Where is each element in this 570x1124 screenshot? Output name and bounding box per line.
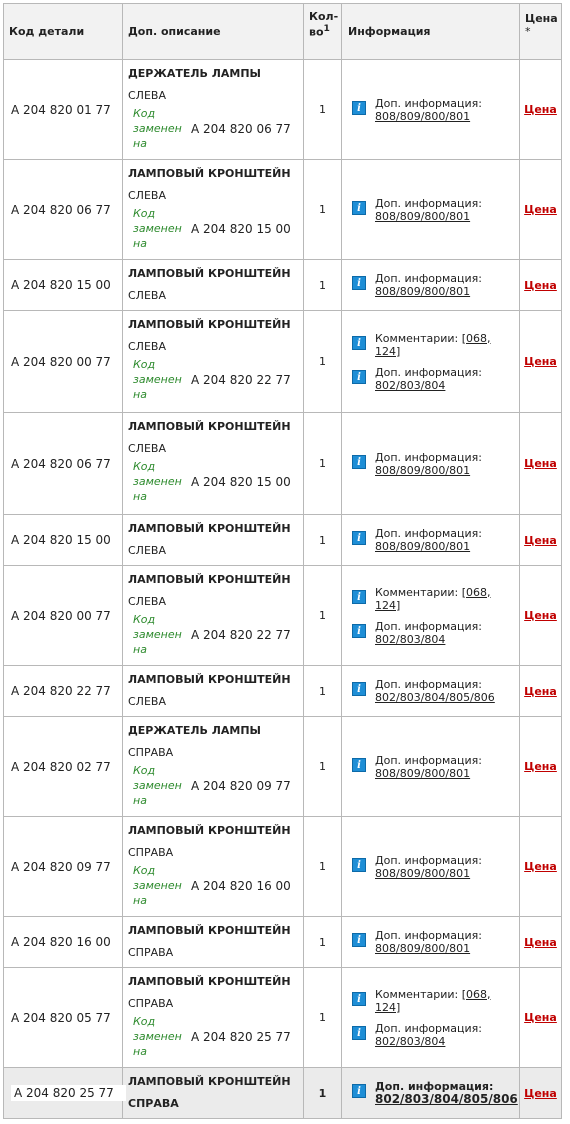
comments-text [375,332,513,358]
replacement [128,863,298,908]
part-side: СПРАВА [128,746,174,759]
part-name: ЛАМПОВЫЙ КРОНШТЕЙН [128,267,291,280]
table-row [4,60,562,160]
add-info-label: Доп. информация: [375,753,482,767]
comments-row [352,988,513,1014]
comments-row [352,586,513,612]
table-row [4,817,562,917]
add-info-label: Доп. информация: [375,1080,494,1093]
add-info-text [375,451,482,477]
description-cell [123,717,304,817]
add-info-row [352,754,513,780]
add-info-link[interactable]: 808/809/800/801 [375,540,471,553]
add-info-label: Доп. информация: [375,929,482,942]
part-code[interactable]: A 204 820 01 77 [11,102,111,117]
info-cell [342,413,520,515]
comments-row [352,332,513,358]
add-info-label: Доп. информация: [375,96,482,110]
part-name: ЛАМПОВЫЙ КРОНШТЕЙН [128,167,291,180]
table-row [4,917,562,968]
table-row [4,566,562,666]
part-side: СЛЕВА [128,544,166,557]
description-cell [123,160,304,260]
part-code[interactable]: A 204 820 09 77 [11,859,111,874]
quantity-cell: 1 [304,311,342,413]
description-cell [123,515,304,566]
description-cell [123,666,304,717]
add-info-link[interactable]: 802/803/804 [375,1034,446,1048]
part-side: СЛЕВА [128,695,166,708]
add-info-row [352,97,513,123]
part-code-cell [4,566,123,666]
add-info-label: Доп. информация: [375,1021,482,1035]
replacement-code[interactable]: A 204 820 09 77 [191,778,291,793]
description-cell [123,917,304,968]
part-name: ЛАМПОВЫЙ КРОНШТЕЙН [128,522,291,535]
replacement-code[interactable]: A 204 820 06 77 [191,121,291,136]
add-info-link[interactable]: 808/809/800/801 [375,942,471,955]
table-row [4,413,562,515]
add-info-link[interactable]: 808/809/800/801 [375,285,471,298]
add-info-link[interactable]: 802/803/804 [375,632,446,646]
add-info-label: Доп. информация: [375,365,482,379]
part-code-cell [4,160,123,260]
header-quantity-footnote: 1 [323,23,330,34]
info-cell [342,311,520,413]
info-icon[interactable]: i [352,455,366,469]
price-cell [520,60,562,160]
add-info-row [352,366,513,392]
price-link[interactable]: Цена [524,457,557,470]
quantity-cell: 1 [304,160,342,260]
info-cell [342,566,520,666]
add-info-link[interactable]: 802/803/804 [375,378,446,392]
info-icon[interactable]: i [352,682,366,696]
comments-text [375,988,513,1014]
comments-link[interactable]: [068, 124] [375,331,491,358]
add-info-text [375,366,482,392]
price-link[interactable]: Цена [524,533,557,547]
comments-label: Комментарии: [375,585,459,599]
description-cell [123,60,304,160]
part-code-cell [4,917,123,968]
add-info-row [352,451,513,477]
part-side: СЛЕВА [128,442,166,455]
add-info-link[interactable]: 808/809/800/801 [375,209,471,223]
price-link[interactable]: Цена [524,278,557,292]
header-price [520,4,562,60]
add-info-label: Доп. информация: [375,527,482,540]
replaced-label: Код заменен на [133,107,182,150]
info-cell [342,968,520,1068]
quantity-cell: 1 [304,968,342,1068]
replacement [128,612,298,657]
add-info-text [375,1022,482,1048]
replacement-code[interactable]: A 204 820 22 77 [191,627,291,642]
replaced-label: Код заменен на [133,207,182,250]
price-cell [520,160,562,260]
table-row [4,515,562,566]
add-info-text [375,620,482,646]
comments-label: Комментарии: [375,331,459,345]
part-code-cell [4,311,123,413]
replaced-label: Код заменен на [133,613,182,656]
info-icon[interactable]: i [352,101,366,115]
price-link[interactable]: Цена [524,1011,557,1024]
add-info-text [375,1080,518,1106]
header-code: Код детали [4,4,123,60]
comments-text [375,586,513,612]
header-price-label: Цена [525,12,558,25]
header-quantity-label: Кол-во [309,10,339,39]
part-code-cell [4,1068,123,1119]
header-description: Доп. описание [123,4,304,60]
part-code[interactable]: A 204 820 00 77 [11,354,111,369]
replacement [128,763,298,808]
info-cell [342,160,520,260]
part-code-cell [4,817,123,917]
add-info-text [375,97,482,123]
add-info-link[interactable]: 808/809/800/801 [375,766,471,780]
table-header-row [4,4,562,60]
part-code[interactable]: A 204 820 02 77 [11,759,111,774]
price-cell [520,717,562,817]
price-link[interactable]: Цена [524,203,557,216]
add-info-link[interactable]: 802/803/804/805/806 [375,1092,518,1106]
replacement [128,1014,298,1059]
quantity-cell: 1 [304,260,342,311]
add-info-link[interactable]: 808/809/800/801 [375,463,471,477]
part-code[interactable]: A 204 820 16 00 [11,935,111,949]
description-cell [123,566,304,666]
part-name: ДЕРЖАТЕЛЬ ЛАМПЫ [128,67,261,80]
part-name: ЛАМПОВЫЙ КРОНШТЕЙН [128,573,291,586]
description-cell [123,260,304,311]
price-cell [520,413,562,515]
add-info-label: Доп. информация: [375,678,482,691]
add-info-row [352,527,513,553]
price-link[interactable]: Цена [524,355,557,368]
comments-link[interactable]: [068, 124] [375,987,491,1014]
part-name: ЛАМПОВЫЙ КРОНШТЕЙН [128,924,291,937]
table-row [4,260,562,311]
part-side: СЛЕВА [128,89,166,102]
table-row [4,160,562,260]
replacement-code[interactable]: A 204 820 25 77 [191,1029,291,1044]
comments-link[interactable]: [068, 124] [375,585,491,612]
part-code[interactable]: A 204 820 25 77 [11,1085,126,1101]
price-cell [520,260,562,311]
add-info-row [352,1022,513,1048]
price-cell [520,1068,562,1119]
add-info-label: Доп. информация: [375,450,482,464]
info-icon[interactable]: i [352,624,366,638]
table-row [4,717,562,817]
part-side: СЛЕВА [128,340,166,353]
replacement [128,106,298,151]
price-cell [520,917,562,968]
description-cell [123,1068,304,1119]
part-side: СПРАВА [128,1097,179,1110]
add-info-text [375,272,482,298]
info-icon[interactable]: i [352,201,366,215]
part-side: СПРАВА [128,997,174,1010]
add-info-row [352,197,513,223]
quantity-cell: 1 [304,413,342,515]
parts-table [3,3,562,1119]
part-name: ЛАМПОВЫЙ КРОНШТЕЙН [128,824,291,837]
price-cell [520,666,562,717]
info-icon[interactable]: i [352,992,366,1006]
part-name: ЛАМПОВЫЙ КРОНШТЕЙН [128,975,291,988]
info-icon[interactable]: i [352,1084,366,1098]
price-link[interactable]: Цена [524,760,557,773]
info-icon[interactable]: i [352,590,366,604]
description-cell [123,311,304,413]
info-icon[interactable]: i [352,1026,366,1040]
part-side: СЛЕВА [128,189,166,202]
info-icon[interactable]: i [352,276,366,290]
add-info-label: Доп. информация: [375,196,482,210]
add-info-text [375,929,482,955]
add-info-text [375,197,482,223]
price-cell [520,566,562,666]
header-quantity [304,4,342,60]
add-info-row [352,272,513,298]
quantity-cell: 1 [304,717,342,817]
price-link[interactable]: Цена [524,1086,557,1100]
quantity-cell: 1 [304,60,342,160]
add-info-text [375,854,482,880]
info-icon[interactable]: i [352,370,366,384]
price-cell [520,515,562,566]
replacement [128,459,298,504]
part-name: ЛАМПОВЫЙ КРОНШТЕЙН [128,673,291,686]
part-code[interactable]: A 204 820 06 77 [11,202,111,217]
part-side: СЛЕВА [128,289,166,302]
part-code[interactable]: A 204 820 22 77 [11,684,111,698]
replacement-code[interactable]: A 204 820 22 77 [191,372,291,387]
price-cell [520,311,562,413]
replaced-label: Код заменен на [133,864,182,907]
part-code-cell [4,717,123,817]
price-cell [520,968,562,1068]
comments-label: Комментарии: [375,987,459,1001]
price-link[interactable]: Цена [524,684,557,698]
part-name: ДЕРЖАТЕЛЬ ЛАМПЫ [128,724,261,737]
info-cell [342,817,520,917]
info-cell [342,917,520,968]
quantity-cell: 1 [304,666,342,717]
part-side: СЛЕВА [128,595,166,608]
description-cell [123,968,304,1068]
replacement-code[interactable]: A 204 820 15 00 [191,221,291,236]
part-code-cell [4,60,123,160]
add-info-label: Доп. информация: [375,619,482,633]
part-name: ЛАМПОВЫЙ КРОНШТЕЙН [128,318,291,331]
part-code-cell [4,260,123,311]
part-code-cell [4,413,123,515]
part-side: СПРАВА [128,946,174,959]
description-cell [123,817,304,917]
price-cell [520,817,562,917]
info-icon[interactable]: i [352,933,366,947]
price-link[interactable]: Цена [524,609,557,622]
info-cell [342,717,520,817]
info-icon[interactable]: i [352,858,366,872]
part-code-cell [4,666,123,717]
add-info-text [375,754,482,780]
part-side: СПРАВА [128,846,174,859]
info-cell [342,666,520,717]
quantity-cell: 1 [304,917,342,968]
header-info: Информация [342,4,520,60]
part-code[interactable]: A 204 820 05 77 [11,1010,111,1025]
add-info-row [352,1080,518,1106]
info-cell [342,60,520,160]
replaced-label: Код заменен на [133,764,182,807]
info-cell [342,515,520,566]
table-row [4,311,562,413]
info-cell [342,260,520,311]
info-icon[interactable]: i [352,336,366,350]
description-cell [123,413,304,515]
add-info-label: Доп. информация: [375,272,482,285]
part-code[interactable]: A 204 820 06 77 [11,456,111,471]
add-info-link[interactable]: 802/803/804/805/806 [375,691,495,704]
quantity-cell: 1 [304,1068,342,1119]
info-cell [342,1068,520,1119]
price-link[interactable]: Цена [524,935,557,949]
part-code-cell [4,515,123,566]
price-link[interactable]: Цена [524,103,557,116]
add-info-text [375,527,482,553]
add-info-text [375,678,495,704]
info-icon[interactable]: i [352,531,366,545]
table-row [4,1068,562,1119]
add-info-row [352,678,513,704]
add-info-link[interactable]: 808/809/800/801 [375,109,471,123]
part-code-cell [4,968,123,1068]
part-name: ЛАМПОВЫЙ КРОНШТЕЙН [128,420,291,433]
replacement [128,206,298,251]
replaced-label: Код заменен на [133,1015,182,1058]
replaced-label: Код заменен на [133,358,182,401]
quantity-cell: 1 [304,515,342,566]
part-code[interactable]: A 204 820 15 00 [11,533,111,547]
add-info-link[interactable]: 808/809/800/801 [375,866,471,880]
part-name: ЛАМПОВЫЙ КРОНШТЕЙН [128,1075,291,1088]
header-price-footnote: * [525,25,531,38]
quantity-cell: 1 [304,566,342,666]
replaced-label: Код заменен на [133,460,182,503]
replacement [128,357,298,402]
add-info-row [352,929,513,955]
replacement-code[interactable]: A 204 820 15 00 [191,474,291,489]
price-link[interactable]: Цена [524,860,557,873]
add-info-row [352,854,513,880]
table-row [4,968,562,1068]
replacement-code[interactable]: A 204 820 16 00 [191,878,291,893]
part-code[interactable]: A 204 820 00 77 [11,608,111,623]
add-info-row [352,620,513,646]
quantity-cell: 1 [304,817,342,917]
table-row [4,666,562,717]
part-code[interactable]: A 204 820 15 00 [11,278,111,292]
add-info-label: Доп. информация: [375,853,482,867]
info-icon[interactable]: i [352,758,366,772]
